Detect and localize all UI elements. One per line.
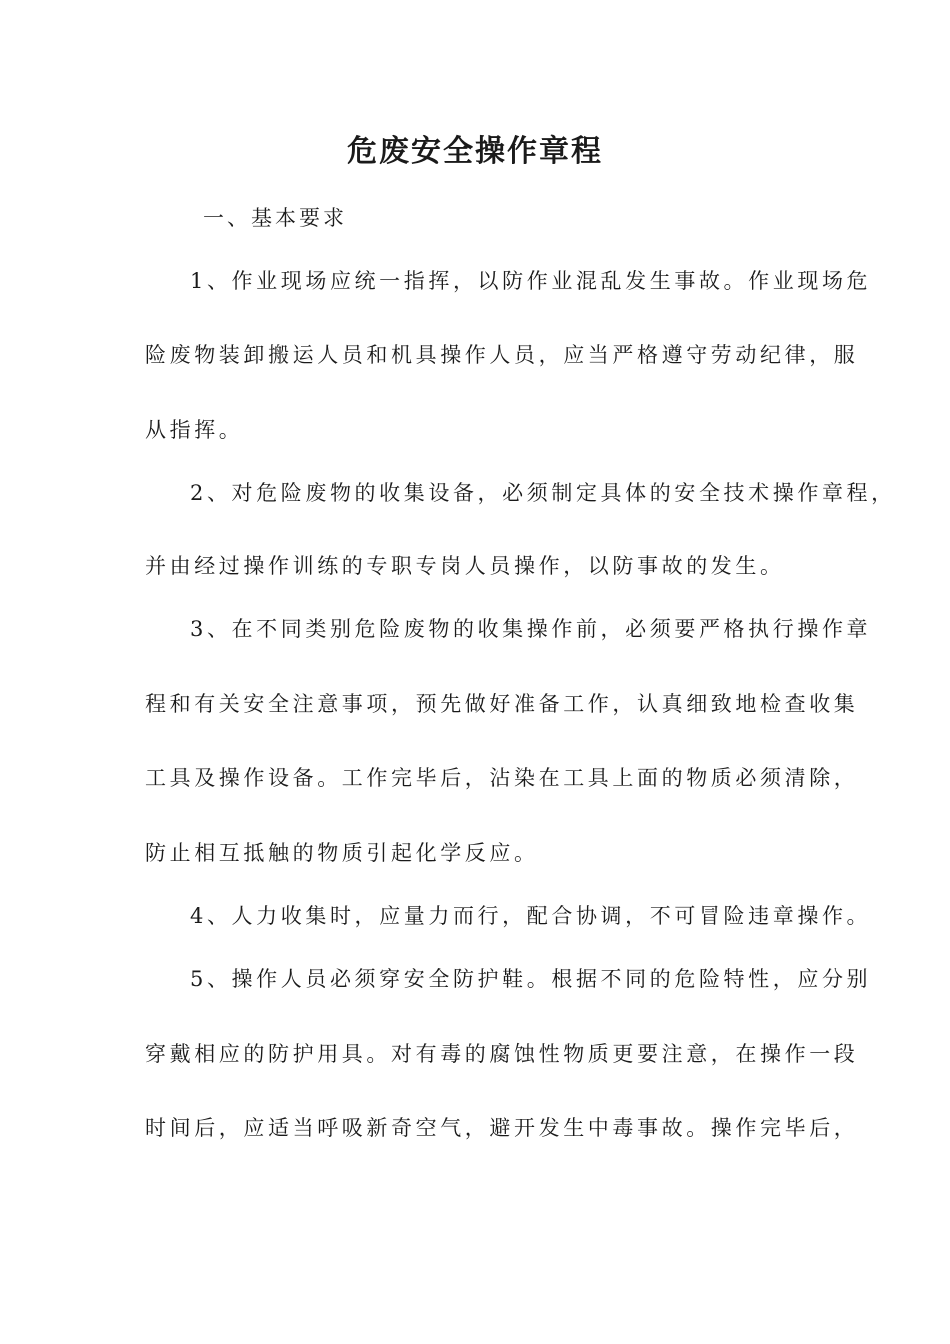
document-title: 危废安全操作章程 bbox=[347, 134, 603, 169]
item-4-line-1: 4、人力收集时，应量力而行，配合协调，不可冒险违章操作。 bbox=[190, 904, 872, 928]
item-1-line-1: 1、作业现场应统一指挥，以防作业混乱发生事故。作业现场危 bbox=[190, 269, 872, 293]
item-5-line-3: 时间后，应适当呼吸新奇空气，避开发生中毒事故。操作完毕后， bbox=[145, 1116, 859, 1140]
item-3-line-2: 程和有关安全注意事项，预先做好准备工作，认真细致地检查收集 bbox=[145, 692, 859, 716]
item-3-line-4: 防止相互抵触的物质引起化学反应。 bbox=[145, 841, 539, 865]
item-1-line-3: 从指挥。 bbox=[145, 418, 244, 442]
item-5-line-1: 5、操作人员必须穿安全防护鞋。根据不同的危险特性，应分别 bbox=[190, 967, 872, 991]
item-3-line-1: 3、在不同类别危险废物的收集操作前，必须要严格执行操作章 bbox=[190, 617, 872, 641]
item-2-line-1: 2、对危险废物的收集设备，必须制定具体的安全技术操作章程， bbox=[190, 481, 896, 505]
section-heading-basic-requirements: 一、基本要求 bbox=[203, 206, 347, 230]
item-1-line-2: 险废物装卸搬运人员和机具操作人员，应当严格遵守劳动纪律，服 bbox=[145, 343, 859, 367]
item-5-line-2: 穿戴相应的防护用具。对有毒的腐蚀性物质更要注意，在操作一段 bbox=[145, 1042, 859, 1066]
item-2-line-2: 并由经过操作训练的专职专岗人员操作，以防事故的发生。 bbox=[145, 554, 785, 578]
item-3-line-3: 工具及操作设备。工作完毕后，沾染在工具上面的物质必须清除， bbox=[145, 766, 859, 790]
